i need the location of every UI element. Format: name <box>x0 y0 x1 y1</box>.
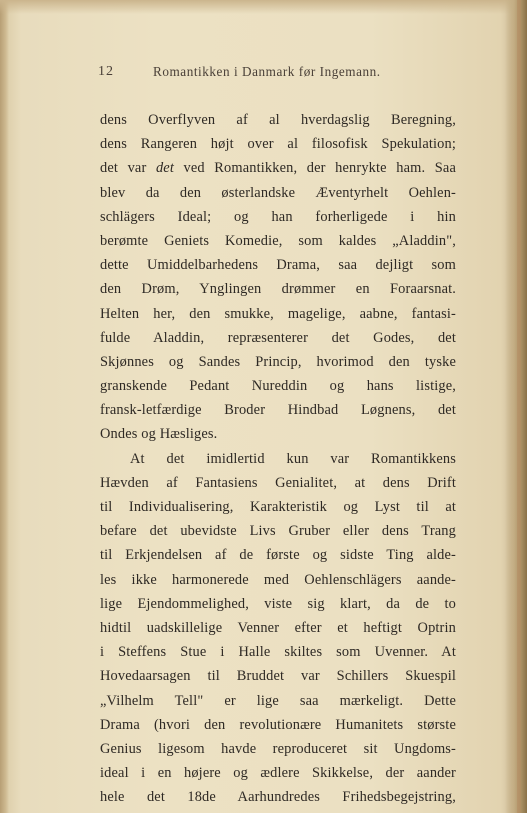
page-right-edge <box>505 0 527 813</box>
text-line-21: lige Ejendommelighed, viste sig klart, da de to <box>100 595 456 612</box>
text-line-13: fransk-letfærdige Broder Hindbad Løgnens, det <box>100 402 456 419</box>
text-line-14: Ondes og Hæsliges. <box>100 426 218 443</box>
text-line-3-rest: ved Romantikken, der henrykte ham. Saa <box>183 160 456 177</box>
page-number: 12 <box>98 64 114 79</box>
text-line-18: befare det ubevidste Livs Gruber eller dens Trang <box>100 523 456 540</box>
text-line-26: Drama (hvori den revolutionære Humanitets største <box>100 716 456 733</box>
text-line-3-start: det var <box>100 160 147 177</box>
text-line-28: ideal i en højere og ædlere Skikkelse, der aander <box>100 765 456 782</box>
text-line-16: Hævden af Fantasiens Genialitet, at dens Drift <box>100 474 456 491</box>
text-line-12: granskende Pedant Nureddin og hans listige, <box>100 378 456 395</box>
text-line-20: les ikke harmonerede med Oehlenschlägers aande- <box>100 571 456 588</box>
text-line-8: den Drøm, Ynglingen drømmer en Foraarsnat. <box>100 281 456 298</box>
text-line-4: blev da den østerlandske Æventyrhelt Oehlen- <box>100 184 456 201</box>
text-line-9: Helten her, den smukke, magelige, aabne, fantasi- <box>100 305 456 322</box>
emphasized-word: det <box>155 160 174 177</box>
text-line-10: fulde Aladdin, repræsenterer det Godes, det <box>100 329 456 346</box>
text-line-22: hidtil uadskillelige Venner efter et heftigt Optrin <box>100 619 456 636</box>
text-line-15: At det imidlertid kun var Romantikkens <box>130 450 456 467</box>
text-line-24: Hovedaarsagen til Bruddet var Schillers Skuespil <box>100 668 456 685</box>
text-line-17: til Individualisering, Karakteristik og Lyst til at <box>100 499 456 515</box>
running-head: Romantikken i Danmark før Ingemann. <box>153 64 381 79</box>
page-header <box>98 64 458 86</box>
text-line-19: til Erkjendelsen af de første og sidste Ting alde- <box>100 547 456 564</box>
page-left-edge <box>0 0 9 813</box>
text-line-2: dens Rangeren højt over al filosofisk Spekulation; <box>100 136 456 153</box>
text-line-27: Genius ligesom havde reproduceret sit Ungdoms- <box>100 740 456 757</box>
text-line-7: dette Umiddelbarhedens Drama, saa dejligt som <box>100 257 456 274</box>
text-line-3 <box>100 156 456 180</box>
page-top-edge <box>0 0 527 14</box>
body-text <box>100 108 456 809</box>
text-line-29: hele det 18de Aarhundredes Frihedsbegejstring, <box>100 789 456 806</box>
text-line-6: berømte Geniets Komedie, som kaldes „Aladdin", <box>100 232 456 249</box>
text-line-11: Skjønnes og Sandes Princip, hvorimod den tyske <box>100 353 456 370</box>
text-line-5: schlägers Ideal; og han forherligede i hin <box>100 208 456 225</box>
text-line-23: i Steffens Stue i Halle skiltes som Uvenner. At <box>100 644 456 661</box>
text-line-1: dens Overflyven af al hverdagslig Beregning, <box>100 112 456 128</box>
text-line-25: „Vilhelm Tell" er lige saa mærkeligt. Dette <box>100 692 456 709</box>
binding-stripe <box>517 0 521 813</box>
